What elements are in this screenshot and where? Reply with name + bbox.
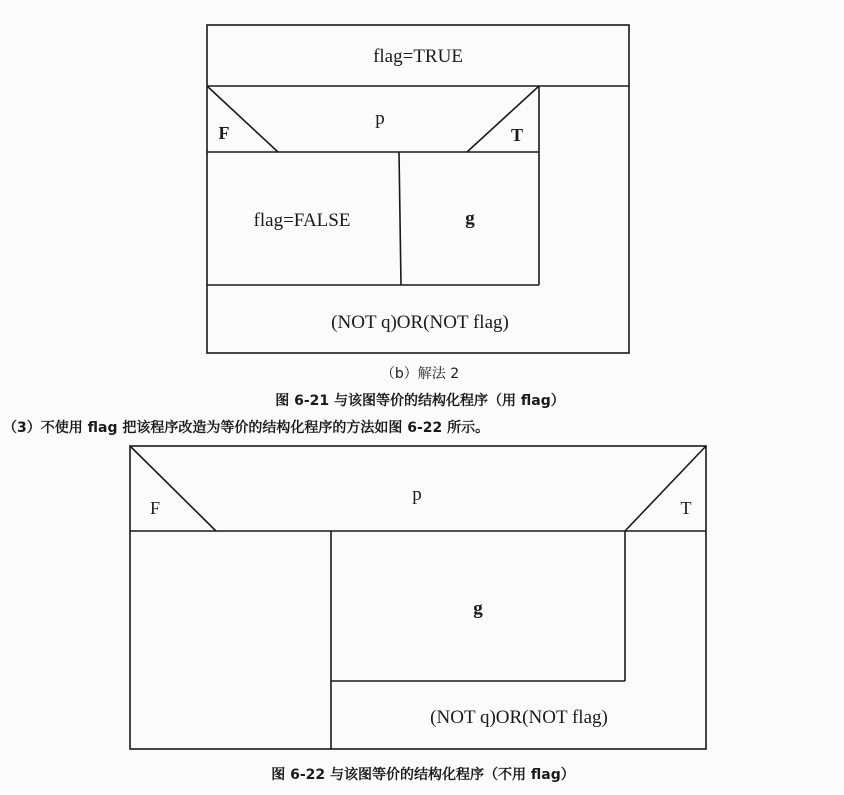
fig-b-true-branch-text: g bbox=[473, 598, 483, 619]
fig-b-false-label: F bbox=[149, 498, 161, 518]
fig-b-loop-condition-text: (NOT q)OR(NOT flag) bbox=[430, 707, 608, 728]
fig-a-false-label: F bbox=[218, 123, 230, 143]
figure-6-21-flowchart bbox=[207, 25, 629, 353]
body-paragraph: （3）不使用 flag 把该程序改造为等价的结构化程序的方法如图 6-22 所示。 bbox=[3, 420, 490, 436]
fig-a-false-branch-text: flag=FALSE bbox=[253, 210, 351, 231]
fig-b-caption: 图 6-22 与该图等价的结构化程序（不用 flag） bbox=[271, 767, 575, 783]
fig-b-condition-text: p bbox=[412, 484, 422, 505]
fig-a-caption: 图 6-21 与该图等价的结构化程序（用 flag） bbox=[275, 393, 565, 409]
fig-a-true-label: T bbox=[510, 125, 524, 145]
fig-a-init-text: flag=TRUE bbox=[373, 46, 463, 67]
figure-6-21-labels bbox=[219, 46, 565, 409]
fig-a-true-diagonal bbox=[467, 86, 539, 152]
fig-a-subcaption: （b）解法 2 bbox=[380, 366, 460, 382]
fig-a-outer-frame bbox=[207, 25, 629, 353]
figure-6-22-labels bbox=[150, 484, 692, 783]
fig-b-false-diagonal bbox=[130, 446, 216, 531]
fig-a-loop-condition-text: (NOT q)OR(NOT flag) bbox=[331, 312, 509, 333]
fig-b-true-label: T bbox=[680, 498, 692, 518]
fig-a-branch-divider bbox=[399, 152, 401, 285]
fig-a-condition-text: p bbox=[375, 108, 385, 129]
fig-b-true-diagonal bbox=[625, 446, 706, 531]
fig-a-true-branch-text: g bbox=[465, 208, 475, 229]
